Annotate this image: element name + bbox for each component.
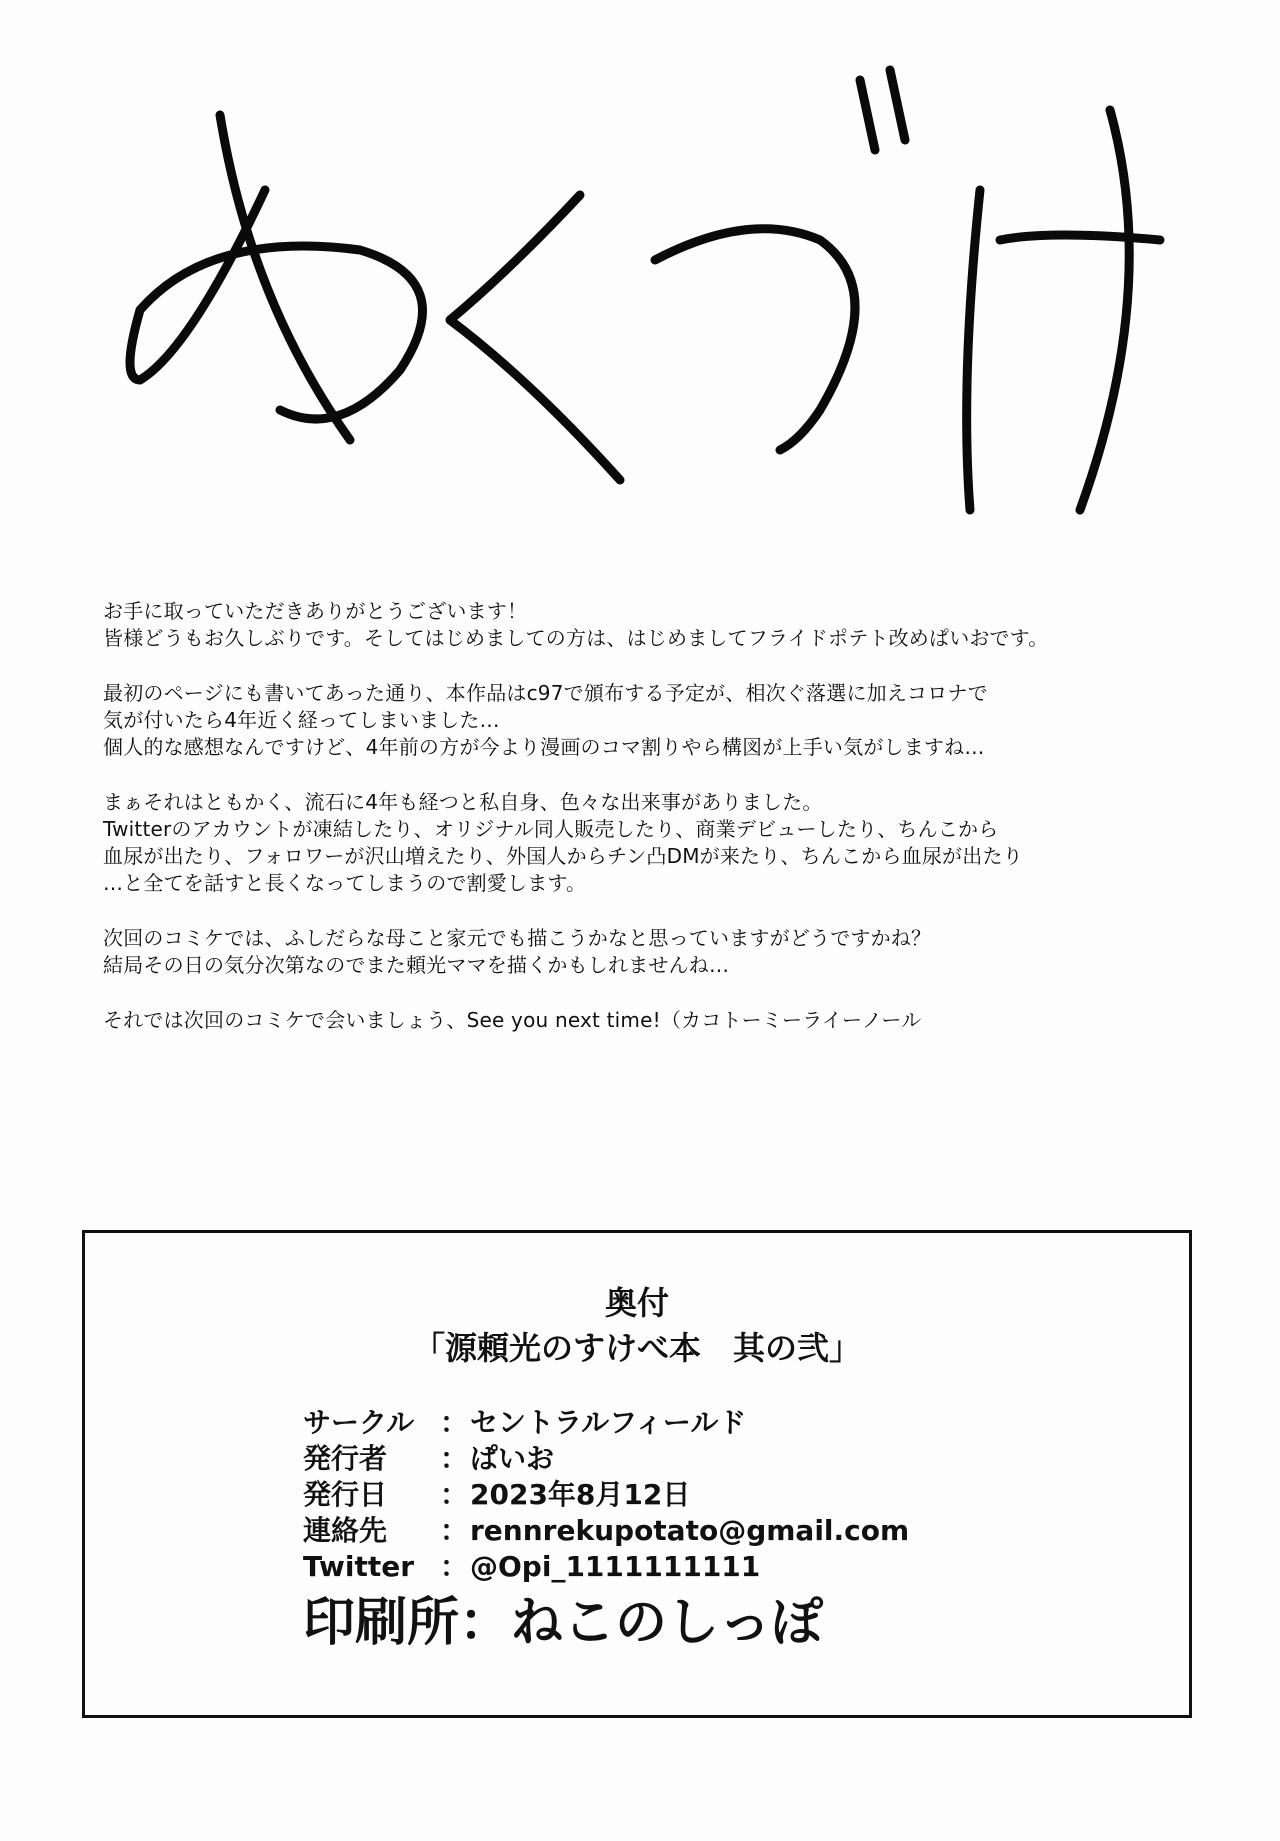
afterword-line: お手に取っていただきありがとうございます！ xyxy=(103,599,528,623)
afterword-paragraph xyxy=(103,598,1203,652)
title-stroke xyxy=(655,229,855,450)
colophon-label: 発行日 xyxy=(303,1478,388,1511)
afterword-line: まぁそれはともかく、流石に4年も経つと私自身、色々な出来事がありました。 xyxy=(103,790,823,814)
colophon-label: サークル xyxy=(303,1406,415,1439)
afterword-line: 最初のページにも書いてあった通り、本作品はc97で頒布する予定が、相次ぐ落選に加えコロナで xyxy=(103,681,988,705)
handwritten-title xyxy=(100,40,1200,540)
afterword-line: …と全てを話すと長くなってしまうので割愛します。 xyxy=(103,871,587,895)
title-stroke xyxy=(1080,110,1129,510)
colophon-twitter-handle: @Opi_1111111111 xyxy=(470,1550,761,1583)
colophon-row-circle xyxy=(303,1405,1163,1441)
colophon-value: 2023年8月12日 xyxy=(470,1478,691,1511)
title-stroke xyxy=(1000,235,1160,240)
printer-value: ねこのしっぽ xyxy=(511,1593,824,1653)
handwritten-title-strokes xyxy=(100,40,1200,540)
colophon-label: Twitter xyxy=(303,1550,415,1583)
afterword-paragraph xyxy=(103,680,1203,761)
colophon-row-twitter xyxy=(303,1549,1163,1585)
afterword-line: 次回のコミケでは、ふしだらな母こと家元でも描こうかなと思っていますがどうですかね？ xyxy=(103,926,932,950)
colophon-box xyxy=(82,1230,1192,1718)
colophon-info-list xyxy=(303,1405,1163,1585)
afterword-text xyxy=(103,598,1203,1062)
afterword-paragraph xyxy=(103,789,1203,897)
title-stroke xyxy=(220,115,350,440)
colophon-separator: ： xyxy=(439,1406,468,1439)
afterword-line: 個人的な感想なんですけど、4年前の方が今より漫画のコマ割りやら構図が上手い気がしますね… xyxy=(103,735,985,759)
afterword-paragraph xyxy=(103,1007,1203,1034)
title-stroke xyxy=(860,80,875,150)
printer-label: 印刷所 xyxy=(303,1593,460,1653)
colophon-row-contact xyxy=(303,1513,1163,1549)
afterword-line: 皆様どうもお久しぶりです。そしてはじめましての方は、はじめましてフライドポテト改めぱいおです。 xyxy=(103,626,1049,650)
colophon-email: rennrekupotato@gmail.com xyxy=(470,1514,910,1547)
printer-separator: ： xyxy=(459,1593,512,1653)
colophon-separator: ： xyxy=(439,1514,468,1547)
afterword-line: 気が付いたら4年近く経ってしまいました… xyxy=(103,708,500,732)
afterword-line: それでは次回のコミケで会いましょう、See you next time!（カコトーミーライーノール xyxy=(103,1008,922,1032)
colophon-book-title: 「源頼光のすけべ本 其の弐」 xyxy=(412,1329,861,1367)
colophon-row-publisher xyxy=(303,1441,1163,1477)
colophon-heading: 奥付 xyxy=(604,1284,669,1322)
afterword-line: Twitterのアカウントが凍結したり、オリジナル同人販売したり、商業デビューしたり、ちんこから xyxy=(103,817,999,841)
colophon-value: セントラルフィールド xyxy=(470,1406,747,1439)
colophon-separator: ： xyxy=(439,1478,468,1511)
title-stroke xyxy=(967,190,980,510)
afterword-paragraph xyxy=(103,925,1203,979)
title-stroke xyxy=(450,195,620,480)
colophon-label: 発行者 xyxy=(303,1442,388,1475)
afterword-line: 結局その日の気分次第なのでまた頼光ママを描くかもしれませんね… xyxy=(103,953,730,977)
colophon-separator: ： xyxy=(439,1550,468,1583)
afterword-line: 血尿が出たり、フォロワーが沢山増えたり、外国人からチン凸DMが来たり、ちんこから血尿が出たり xyxy=(103,844,1023,868)
colophon-value: ぱいお xyxy=(470,1442,555,1475)
colophon-row-date xyxy=(303,1477,1163,1513)
colophon-separator: ： xyxy=(439,1442,468,1475)
title-stroke xyxy=(890,70,905,140)
colophon-label: 連絡先 xyxy=(303,1514,388,1547)
colophon-printer xyxy=(303,1591,823,1655)
